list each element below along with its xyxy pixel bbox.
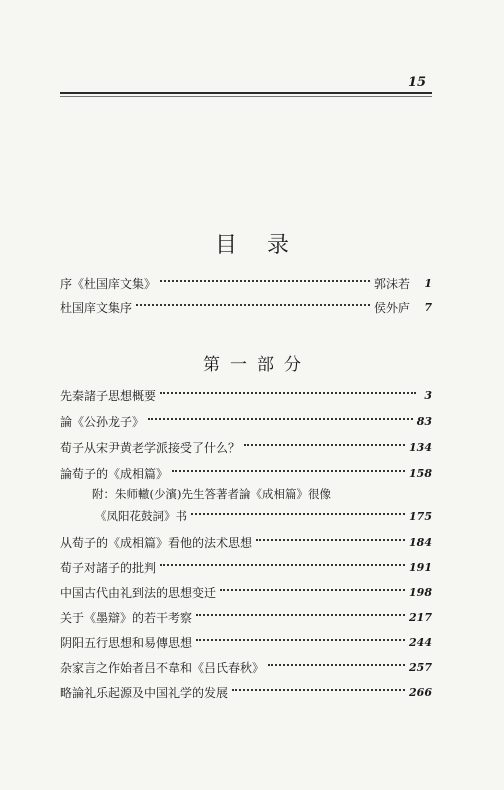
toc-entry[interactable] [60,657,432,677]
entry-page: 217 [409,610,432,624]
toc-entry[interactable] [60,411,432,431]
dot-leader [244,444,405,446]
entry-page: 83 [416,414,432,428]
toc-entry[interactable] [60,437,432,457]
dot-leader [160,280,370,282]
dot-leader [196,639,405,641]
entry-author: 郭沫若 [373,276,410,291]
dot-leader [232,689,405,691]
toc-entry[interactable] [60,682,432,702]
dot-leader [160,564,405,566]
entry-page: 184 [409,535,432,549]
toc-entry-preface-1[interactable] [60,273,432,293]
toc-entry[interactable] [60,385,432,405]
entry-title: 关于《墨辯》的若干考察 [60,610,193,625]
dot-leader [191,513,405,515]
entry-page: 198 [409,585,432,599]
entry-title: 杂家言之作始者吕不韋和《吕氏春秋》 [60,660,265,675]
entry-title: 《凤阳花鼓詞》书 [95,509,187,523]
entry-title: 荀子对諸子的批判 [60,560,157,575]
entry-page: 175 [409,509,432,523]
entry-page: 158 [409,466,432,480]
toc-entry[interactable] [60,632,432,652]
entry-page: 191 [409,560,432,574]
entry-title: 先秦諸子思想概要 [60,388,157,403]
entry-page: 134 [409,440,432,454]
dot-leader [160,392,416,394]
dot-leader [256,539,405,541]
entry-page: 7 [424,300,432,314]
entry-page: 244 [409,635,432,649]
toc-entry-preface-2[interactable] [60,297,432,317]
toc-entry-appendix[interactable] [95,506,432,526]
toc-entry[interactable] [60,557,432,577]
entry-page: 257 [409,660,432,674]
entry-title: 中国古代由礼到法的思想变迁 [60,585,217,600]
dot-leader [196,614,405,616]
section-title: 第一部分 [203,355,311,375]
appendix-line-1: 附：朱师轍(少濱)先生答著者論《成相篇》很像 [92,487,331,501]
toc-entry[interactable] [60,582,432,602]
entry-page: 266 [409,685,432,699]
entry-title: 荀子从宋尹黄老学派接受了什么？ [60,440,241,455]
dot-leader [148,418,413,420]
dot-leader [172,470,405,472]
dot-leader [136,304,370,306]
header-rule [60,92,432,94]
entry-title: 从荀子的《成相篇》看他的法术思想 [60,535,253,550]
header-rule-thin [60,96,432,97]
entry-title: 阴阳五行思想和易傳思想 [60,635,193,650]
toc-entry[interactable] [60,463,432,483]
entry-author: 侯外庐 [373,300,410,315]
toc-entry[interactable] [60,607,432,627]
entry-title: 杜国庠文集序 [60,300,133,315]
entry-page: 3 [424,388,432,402]
contents-title: 目录 [214,233,319,258]
dot-leader [220,589,405,591]
entry-title: 略論礼乐起源及中国礼学的发展 [60,685,229,700]
entry-page: 1 [424,276,432,290]
entry-title: 論《公孙龙子》 [60,414,145,429]
entry-title: 序《杜国庠文集》 [60,276,157,291]
toc-entry[interactable] [60,532,432,552]
dot-leader [268,664,405,666]
entry-title: 論荀子的《成相篇》 [60,466,169,481]
page-number: 15 [408,75,427,90]
